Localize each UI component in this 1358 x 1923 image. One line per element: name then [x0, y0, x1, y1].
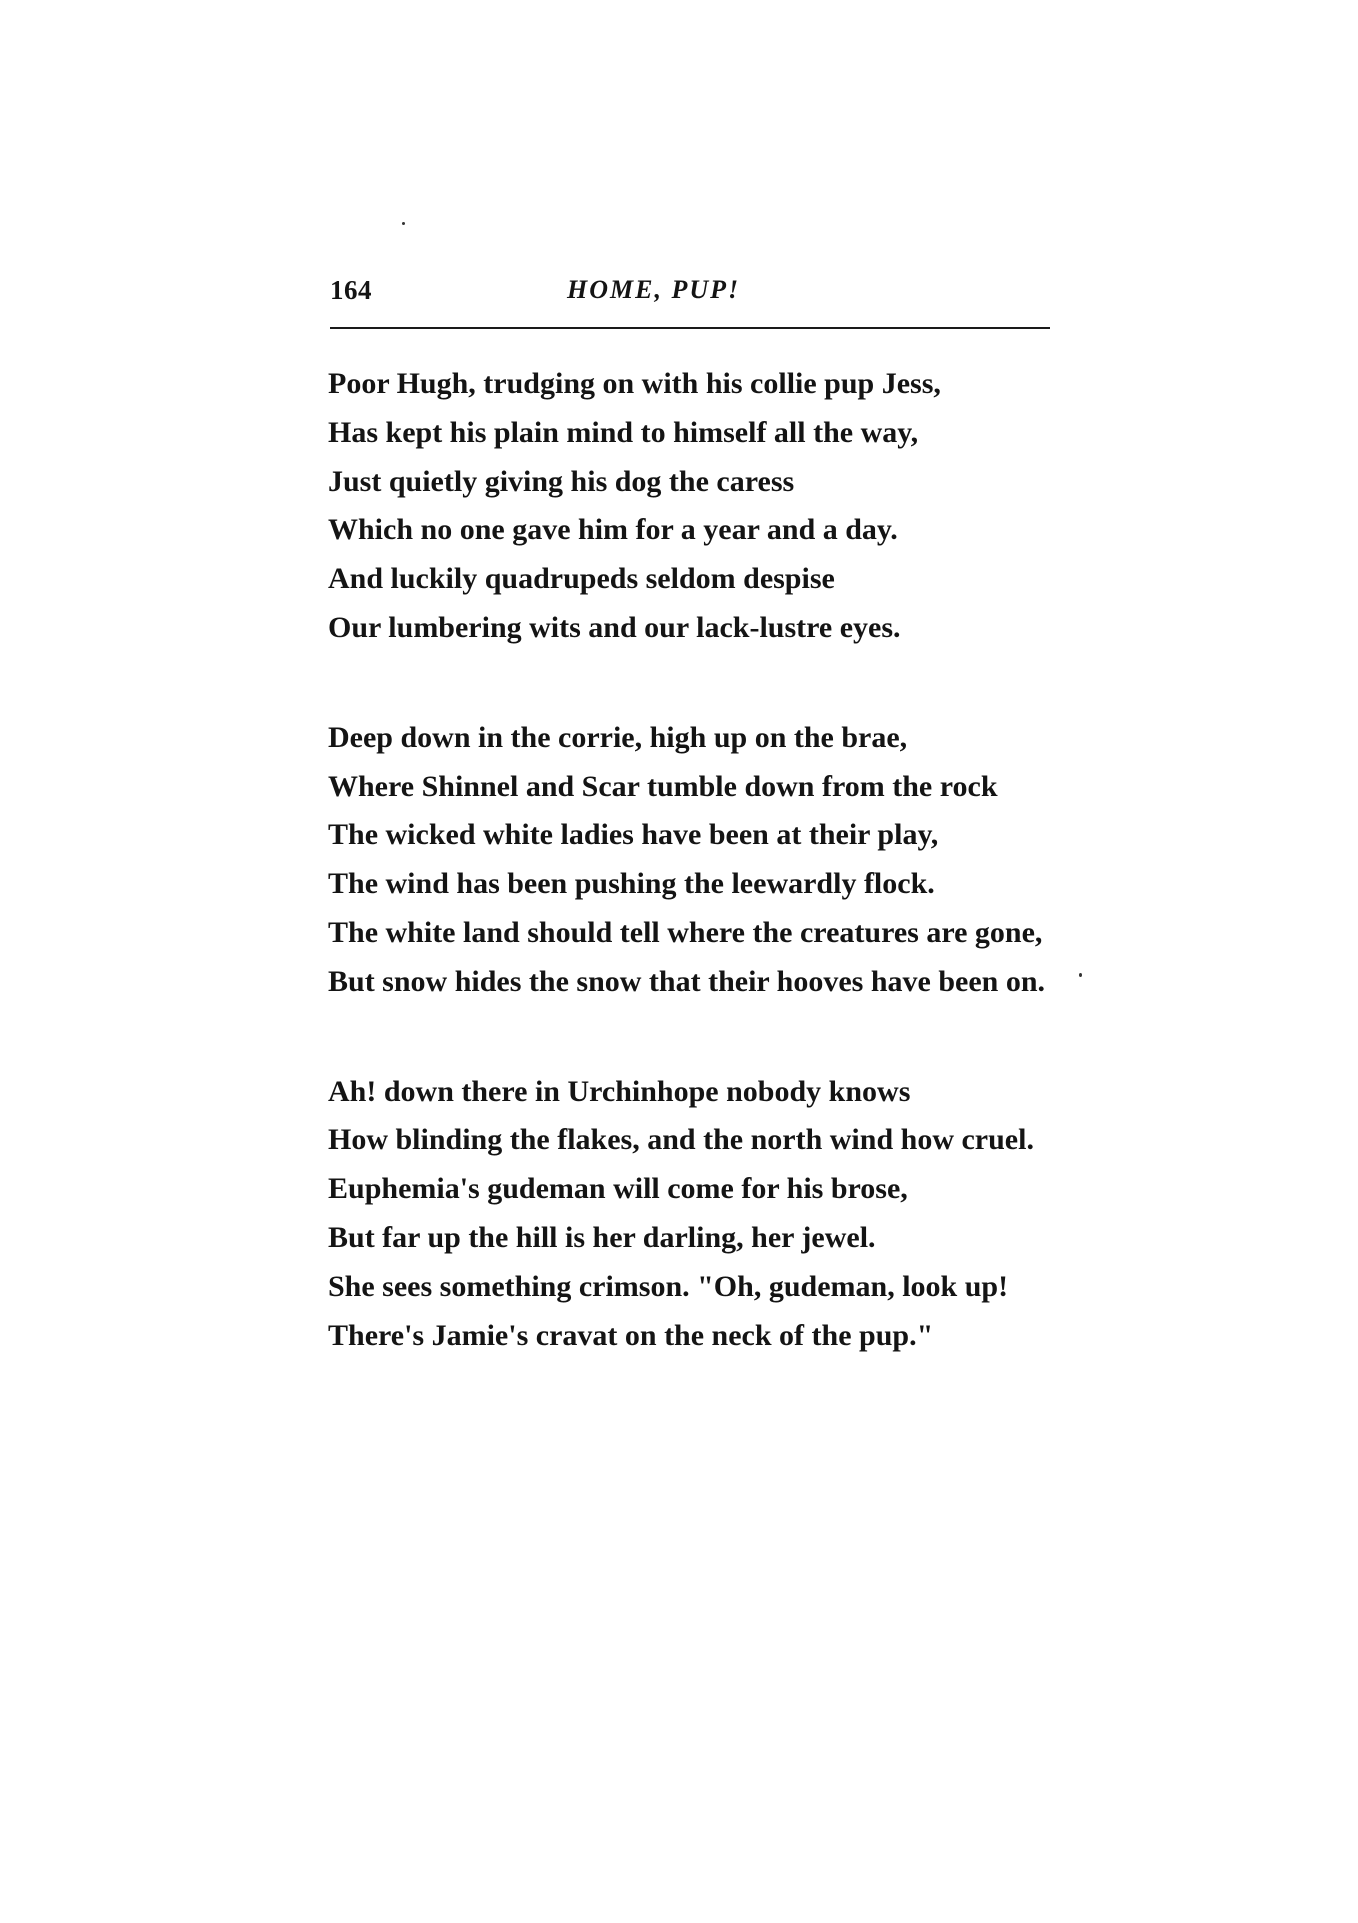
page-number: 164 [330, 275, 372, 305]
poem-line: The white land should tell where the creatures are gone, [328, 915, 1043, 949]
poem-line: Just quietly giving his dog the caress [328, 464, 795, 498]
poem-body [328, 360, 1088, 1421]
poem-line: And luckily quadrupeds seldom despise [328, 562, 835, 596]
poem-line: But far up the hill is her darling, her jewel. [328, 1220, 876, 1254]
poem-line: Which no one gave him for a year and a day. [328, 513, 898, 547]
page-header [330, 275, 1050, 335]
poem-line: The wind has been pushing the leewardly flock. [328, 867, 935, 901]
poem-line: There's Jamie's cravat on the neck of the pup." [328, 1318, 934, 1352]
poem-line: Has kept his plain mind to himself all the way, [328, 415, 919, 449]
poem-line: Our lumbering wits and our lack-lustre eyes. [328, 610, 901, 644]
poem-line: Euphemia's gudeman will come for his brose, [328, 1172, 908, 1206]
poem-line: Deep down in the corrie, high up on the brae, [328, 720, 908, 754]
poem-line: She sees something crimson. "Oh, gudeman, look up! [328, 1269, 1009, 1303]
stanza-3 [328, 1068, 1088, 1361]
print-speck [402, 222, 405, 225]
stanza-1 [328, 360, 1088, 653]
poem-line: Where Shinnel and Scar tumble down from the rock [328, 769, 998, 803]
poem-line: How blinding the flakes, and the north wind how cruel. [328, 1123, 1034, 1157]
header-rule [330, 327, 1050, 329]
poem-line: But snow hides the snow that their hooves have been on. [328, 964, 1046, 998]
stanza-2 [328, 714, 1088, 1007]
poem-line: Ah! down there in Urchinhope nobody knows [328, 1074, 911, 1108]
poem-line: The wicked white ladies have been at their play, [328, 818, 939, 852]
running-title: HOME, PUP! [567, 275, 741, 304]
poem-line: Poor Hugh, trudging on with his collie pup Jess, [328, 367, 941, 400]
print-speck [1079, 973, 1082, 977]
